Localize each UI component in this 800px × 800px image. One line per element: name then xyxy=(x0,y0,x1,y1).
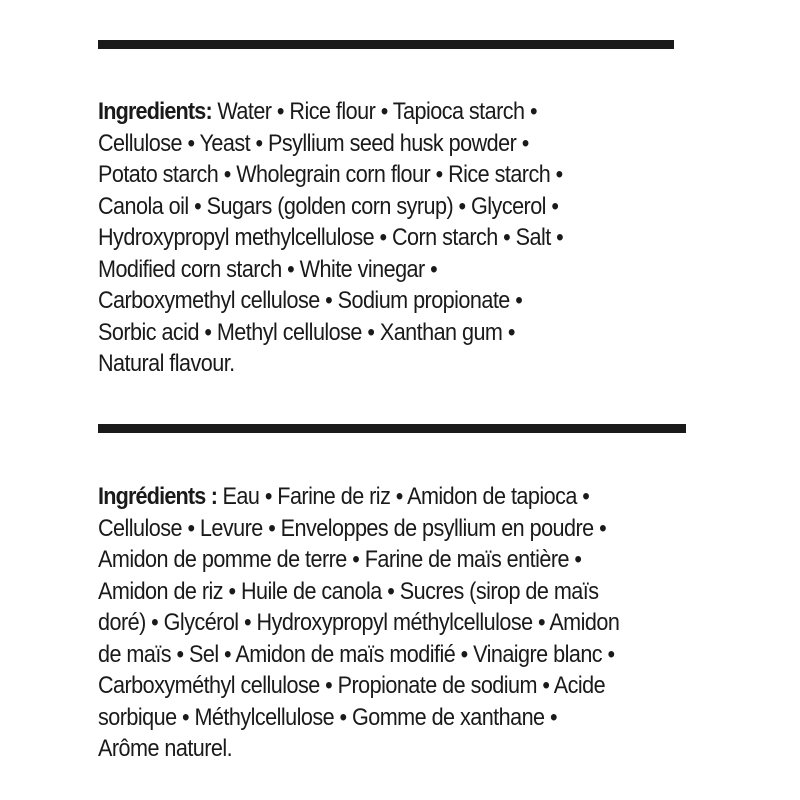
ingredients-line: Natural flavour. xyxy=(98,350,235,377)
ingredients-line: Canola oil • Sugars (golden corn syrup) • Glycerol • xyxy=(98,192,559,220)
ingredients-line xyxy=(98,481,619,513)
ingredients-line xyxy=(98,96,563,128)
ingredients-line: Cellulose • Levure • Enveloppes de psyllium en poudre • xyxy=(98,514,607,542)
english-ingredients-block xyxy=(98,96,563,380)
ingredients-line: Carboxyméthyl cellulose • Propionate de sodium • Acide xyxy=(98,672,606,699)
middle-divider-rule xyxy=(98,424,686,433)
ingredients-line: Carboxymethyl cellulose • Sodium propionate • xyxy=(98,287,523,314)
ingredients-line: Sorbic acid • Methyl cellulose • Xanthan gum • xyxy=(98,318,515,346)
ingredients-line: Potato starch • Wholegrain corn flour • Rice starch • xyxy=(98,161,563,188)
ingredients-text: Water • Rice flour • Tapioca starch • xyxy=(211,98,537,125)
ingredients-line: sorbique • Méthylcellulose • Gomme de xanthane • xyxy=(98,703,558,731)
top-divider-rule xyxy=(98,40,674,49)
ingredients-label: Ingredients: xyxy=(98,98,212,125)
ingredients-line: de maïs • Sel • Amidon de maïs modifié • Vinaigre blanc • xyxy=(98,640,615,668)
ingredients-text: Eau • Farine de riz • Amidon de tapioca • xyxy=(217,483,590,510)
ingredients-line: Amidon de riz • Huile de canola • Sucres (sirop de maïs xyxy=(98,577,599,605)
ingredients-line: Amidon de pomme de terre • Farine de maïs entière • xyxy=(98,546,582,573)
ingredients-label: Ingrédients : xyxy=(98,483,218,510)
ingredients-line: doré) • Glycérol • Hydroxypropyl méthylcellulose • Amidon xyxy=(98,609,620,636)
ingredients-line: Modified corn starch • White vinegar • xyxy=(98,255,438,283)
ingredients-line: Arôme naturel. xyxy=(98,735,233,762)
french-ingredients-block xyxy=(98,481,619,765)
ingredients-line: Hydroxypropyl methylcellulose • Corn starch • Salt • xyxy=(98,224,564,251)
ingredients-line: Cellulose • Yeast • Psyllium seed husk powder • xyxy=(98,129,529,157)
